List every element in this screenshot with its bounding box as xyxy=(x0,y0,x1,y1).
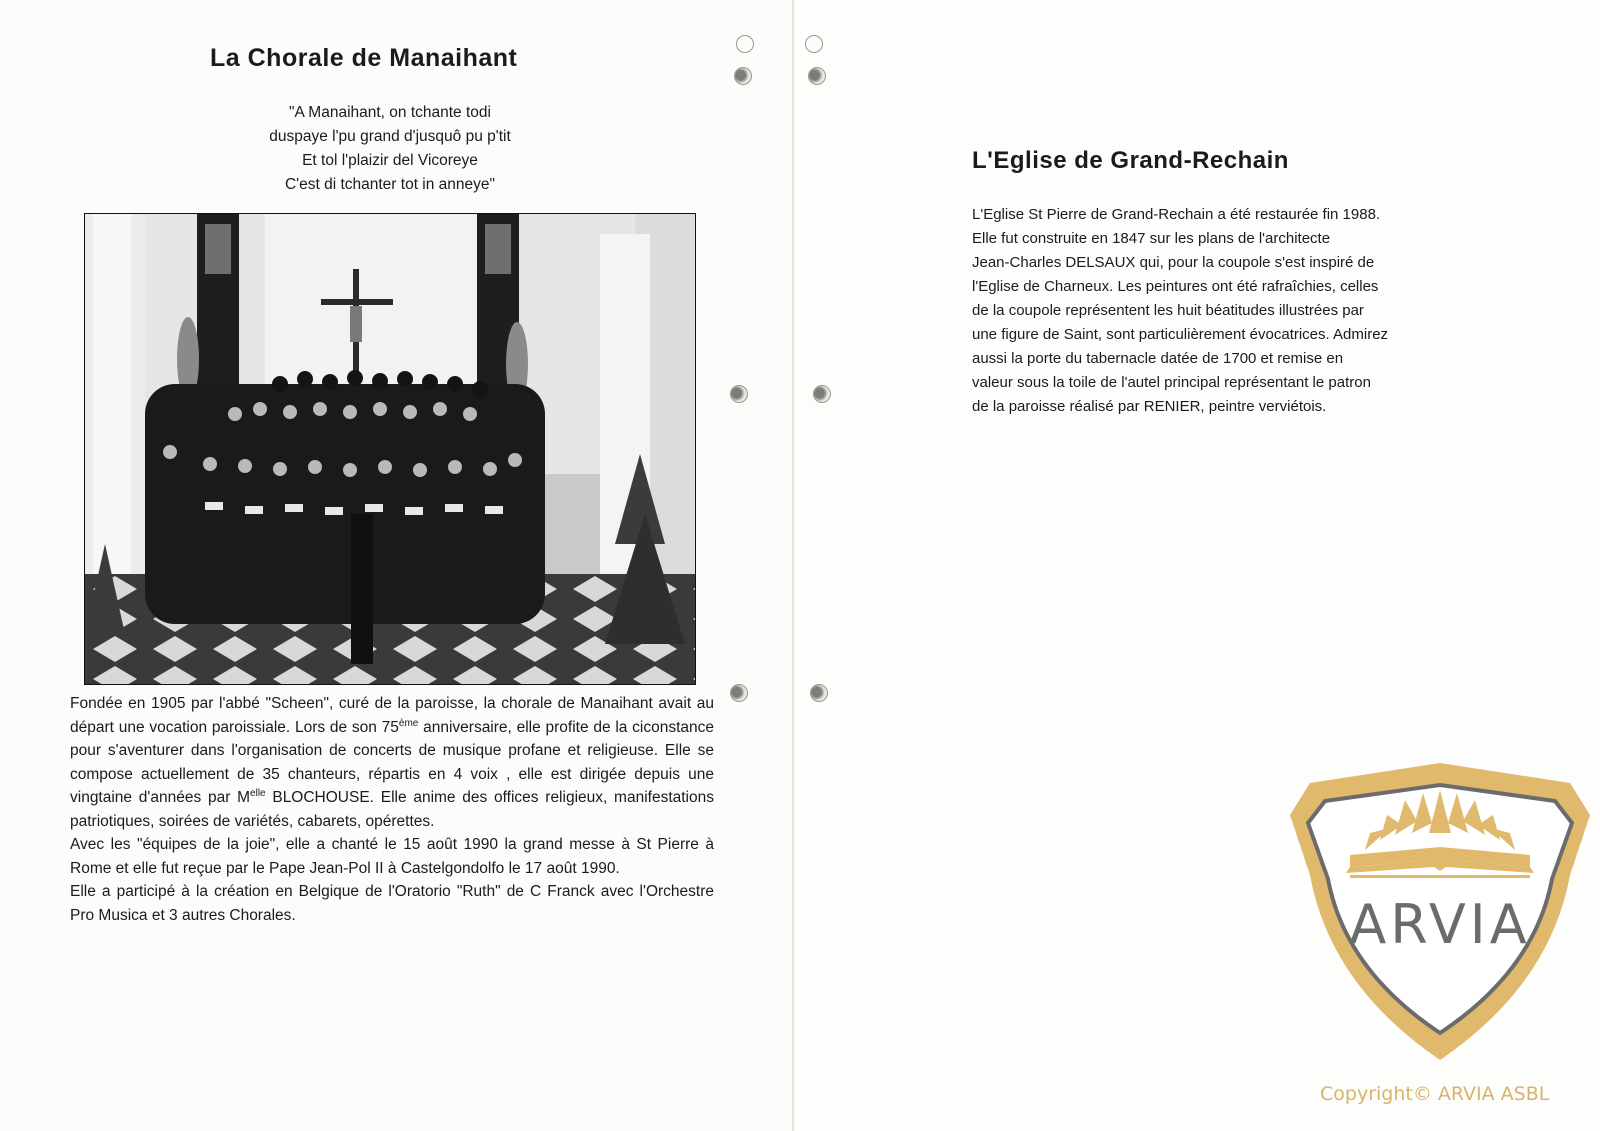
logo-text: ARVIA xyxy=(1349,893,1531,956)
church-line: L'Eglise St Pierre de Grand-Rechain a été restaurée fin 1988. xyxy=(972,206,1381,223)
church-line: de la paroisse réalisé par RENIER, peintre verviétois. xyxy=(972,398,1327,415)
church-line: aussi la porte du tabernacle datée de 1700 et remise en xyxy=(972,350,1344,367)
binder-hole xyxy=(808,67,826,85)
church-description xyxy=(972,203,1492,419)
binder-hole xyxy=(805,35,823,53)
church-line: Elle fut construite en 1847 sur les plans de l'architecte xyxy=(972,230,1331,247)
binder-hole xyxy=(810,684,828,702)
binder-hole xyxy=(730,684,748,702)
church-line: une figure de Saint, sont particulièrement évocatrices. Admirez xyxy=(972,326,1389,343)
choir-title: La Chorale de Manaihant xyxy=(210,44,518,72)
church-title: L'Eglise de Grand-Rechain xyxy=(972,147,1289,174)
choir-photo-image xyxy=(85,214,695,684)
church-line: l'Eglise de Charneux. Les peintures ont été rafraîchies, celles xyxy=(972,278,1379,295)
choir-photo xyxy=(84,213,696,685)
choir-poem xyxy=(230,101,550,197)
poem-line: "A Manaihant, on tchante todi xyxy=(289,104,491,121)
church-line: de la coupole représentent les huit béatitudes illustrées par xyxy=(972,302,1364,319)
binder-hole xyxy=(734,67,752,85)
poem-line: Et tol l'plaizir del Vicoreye xyxy=(302,152,478,169)
church-line: valeur sous la toile de l'autel principal représentant le patron xyxy=(972,374,1371,391)
choir-paragraph: Avec les "équipes de la joie", elle a chanté le 15 août 1990 la grand messe à St Pierre à Rome et elle fut reçue par le Pape Jean-Pol II à Castelgondolfo le 17 août 1990. xyxy=(70,836,714,877)
page-fold xyxy=(792,0,795,1131)
arvia-logo xyxy=(1290,755,1590,1065)
church-line: Jean-Charles DELSAUX qui, pour la coupole s'est inspiré de xyxy=(972,254,1375,271)
binder-hole xyxy=(736,35,754,53)
arvia-shield-icon xyxy=(1290,755,1590,1065)
choir-paragraph: Fondée en 1905 par l'abbé "Scheen", curé de la paroisse, la chorale de Manaihant avait au départ une vocation paroissiale. Lors de son 75ème anniversaire, elle profite de la ciconstance pour s'aventurer dans l'organisation de concerts de musique profane et religieuse. Elle se compose actuellement de 35 chanteurs, répartis en 4 voix , elle est dirigée depuis une vingtaine d'années par $M^{elle}$ BLOCHOUSE. Elle anime des offices religieux, manifestations patriotiques, soirées de variétés, cabarets, opérettes. xyxy=(70,695,714,830)
poem-line: C'est di tchanter tot in anneye" xyxy=(284,176,496,193)
poem-line: duspaye l'pu grand d'jusquô pu p'tit xyxy=(269,128,511,145)
choir-paragraph: Elle a participé à la création en Belgique de l'Oratorio "Ruth" de C Franck avec l'Orchestre Pro Musica et 3 autres Chorales. xyxy=(70,883,714,924)
binder-hole xyxy=(813,385,831,403)
choir-description xyxy=(70,692,714,927)
copyright-notice: Copyright© ARVIA ASBL xyxy=(1320,1083,1550,1105)
ornament-icon xyxy=(1350,875,1530,878)
binder-hole xyxy=(730,385,748,403)
